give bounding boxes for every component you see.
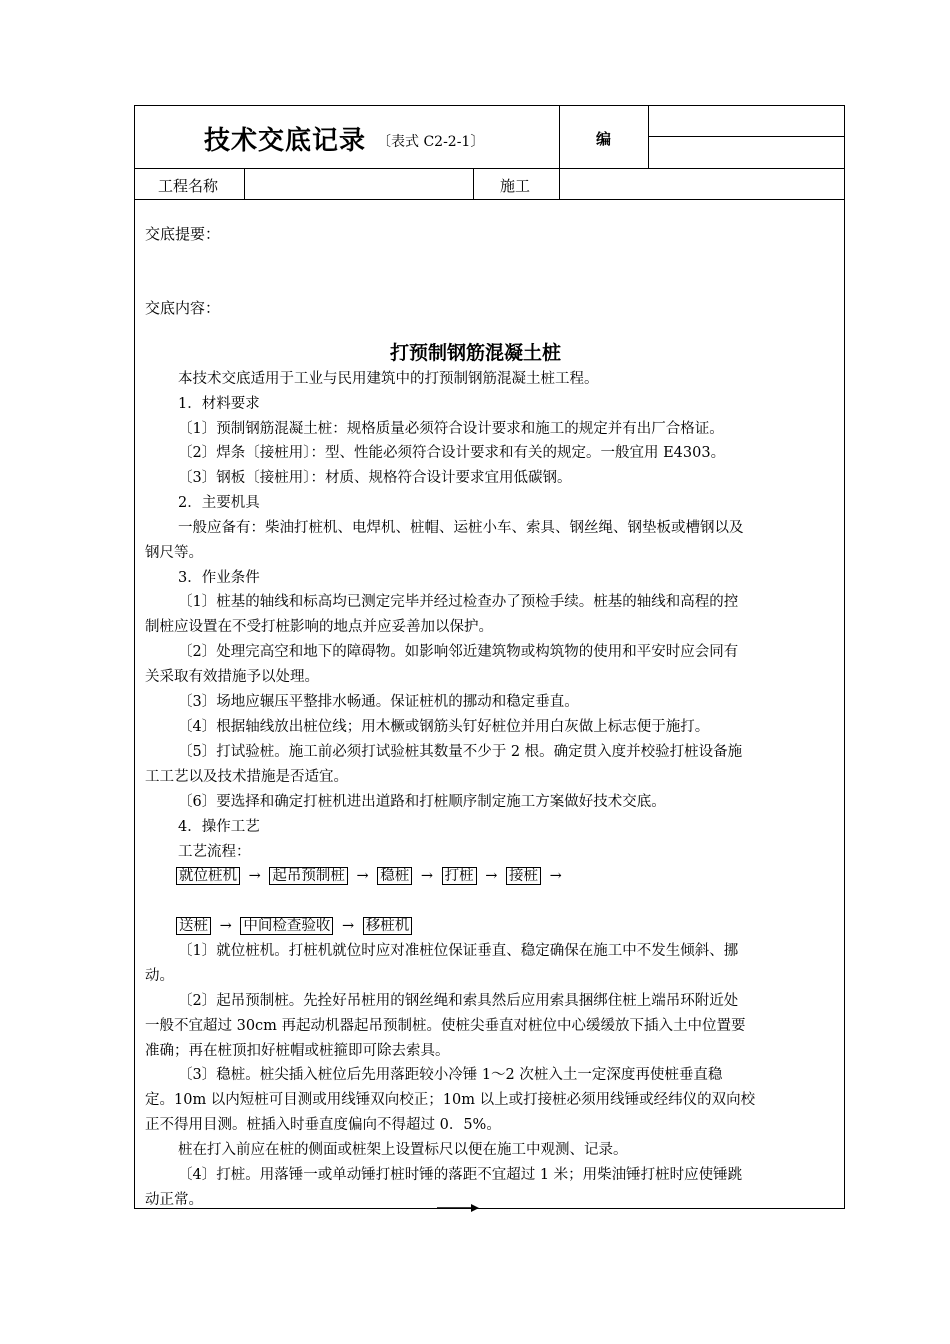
body-line: 〔1〕桩基的轴线和标高均已测定完毕并经过检查办了预检手续。桩基的轴线和高程的控	[178, 594, 739, 610]
name-row-divider	[134, 199, 845, 200]
body-line: 1．材料要求	[178, 396, 260, 412]
flow-arrow: →	[356, 868, 369, 884]
body-line: 〔4〕打桩。用落锤一或单动锤打桩时锤的落距不宜超过 1 米；用柴油锤打桩时应使锤跳	[178, 1167, 743, 1183]
flow-step: 起吊预制桩	[269, 867, 348, 885]
body-line: 〔2〕处理完高空和地下的障碍物。如影响邻近建筑物或构筑物的使用和平安时应会同有	[178, 644, 739, 660]
body-line: 关采取有效措施予以处理。	[145, 669, 319, 685]
body-line: 〔2〕起吊预制桩。先拴好吊桩用的钢丝绳和索具然后应用索具捆绑住桩上端吊环附近处	[178, 993, 739, 1009]
body-line: 钢尺等。	[145, 545, 203, 561]
body-line: 制桩应设置在不受打桩影响的地点并应妥善加以保护。	[145, 619, 493, 635]
flow-step: 接桩	[506, 867, 541, 885]
document-title: 打预制钢筋混凝土桩	[390, 342, 562, 364]
content-label: 交底内容：	[145, 299, 221, 317]
flow-arrow: →	[219, 918, 232, 934]
process-flow-row-2	[176, 914, 412, 935]
body-line: 工艺流程：	[178, 844, 251, 860]
code-label: 编	[596, 130, 612, 148]
flow-step: 送桩	[176, 917, 211, 935]
flow-arrow: →	[341, 918, 355, 934]
body-line: 本技术交底适用于工业与民用建筑中的打预制钢筋混凝土桩工程。	[178, 371, 599, 387]
body-line: 〔6〕要选择和确定打桩机进出道路和打桩顺序制定施工方案做好技术交底。	[178, 794, 666, 810]
body-line: 一般应备有：柴油打桩机、电焊机、桩帽、运桩小车、索具、钢丝绳、钢垫板或槽钢以及	[178, 520, 744, 536]
body-line: 3．作业条件	[178, 570, 260, 586]
body-line: 准确；再在桩顶扣好桩帽或桩箍即可除去索具。	[145, 1043, 450, 1059]
flow-arrow: →	[248, 868, 261, 884]
body-line: 定。10m 以内短桩可目测或用线锤双向校正；10m 以上或打接桩必须用线锤或经纬仪的双向校	[145, 1092, 756, 1108]
body-line: 动正常。	[145, 1192, 203, 1208]
flow-step: 打桩	[442, 867, 477, 885]
body-line: 2．主要机具	[178, 495, 260, 511]
header-divider	[134, 168, 845, 169]
flow-step: 移桩机	[363, 917, 413, 935]
body-line: 〔5〕打试验桩。施工前必须打试验桩其数量不少于 2 根。确定贯入度并校验打桩设备施	[178, 744, 743, 760]
name-label-border	[244, 168, 245, 199]
body-line: 〔1〕预制钢筋混凝土桩：规格质量必须符合设计要求和施工的规定并有出厂合格证。	[178, 421, 724, 437]
body-line: 〔1〕就位桩机。打桩机就位时应对准桩位保证垂直、稳定确保在施工中不发生倾斜、挪	[178, 943, 739, 959]
flow-arrow: →	[420, 868, 434, 884]
body-line: 动。	[145, 968, 174, 984]
body-line: 桩在打入前应在桩的侧面或桩架上设置标尺以便在施工中观测、记录。	[178, 1142, 628, 1158]
flow-arrow: →	[549, 868, 562, 884]
flow-step: 中间检查验收	[240, 917, 333, 935]
summary-label: 交底提要：	[145, 225, 221, 243]
record-title: 技术交底记录	[204, 126, 367, 156]
project-name-label: 工程名称	[158, 177, 219, 195]
form-code: 〔表式 C2-2-1〕	[377, 134, 485, 150]
body-line: 〔3〕场地应辗压平整排水畅通。保证桩机的挪动和稳定垂直。	[178, 694, 579, 710]
body-line: 〔3〕钢板〔接桩用〕：材质、规格符合设计要求宜用低碳钢。	[178, 470, 572, 486]
body-line: 工工艺以及技术措施是否适宜。	[145, 769, 348, 785]
body-line: 〔2〕焊条〔接桩用〕：型、性能必须符合设计要求和有关的规定。一般宜用 E4303。	[178, 445, 726, 461]
construction-label: 施工	[500, 177, 531, 195]
name-value-border	[473, 168, 474, 199]
flow-arrow: →	[485, 868, 498, 884]
body-line: 〔3〕稳桩。桩尖插入桩位后先用落距较小冷锤 1～2 次桩入土一定深度再使桩垂直稳	[178, 1067, 723, 1083]
body-line: 正不得用目测。桩插入时垂直度偏向不得超过 0．5%。	[145, 1117, 501, 1133]
body-line: 〔4〕根据轴线放出桩位线；用木橛或钢筋头钉好桩位并用白灰做上标志便于施打。	[178, 719, 710, 735]
title-cell-border	[559, 105, 560, 199]
flow-step: 就位桩机	[176, 867, 240, 885]
arrow-right-icon	[437, 1203, 479, 1213]
body-line: 一般不宜超过 30cm 再起动机器起吊预制桩。使桩尖垂直对桩位中心缓缓放下插入土中位置要	[145, 1018, 746, 1034]
body-line: 4．操作工艺	[178, 819, 260, 835]
flow-step: 稳桩	[377, 867, 412, 885]
process-flow-row-1	[176, 864, 566, 885]
code-cell-border	[648, 105, 649, 168]
code-cell-divider	[648, 136, 845, 137]
